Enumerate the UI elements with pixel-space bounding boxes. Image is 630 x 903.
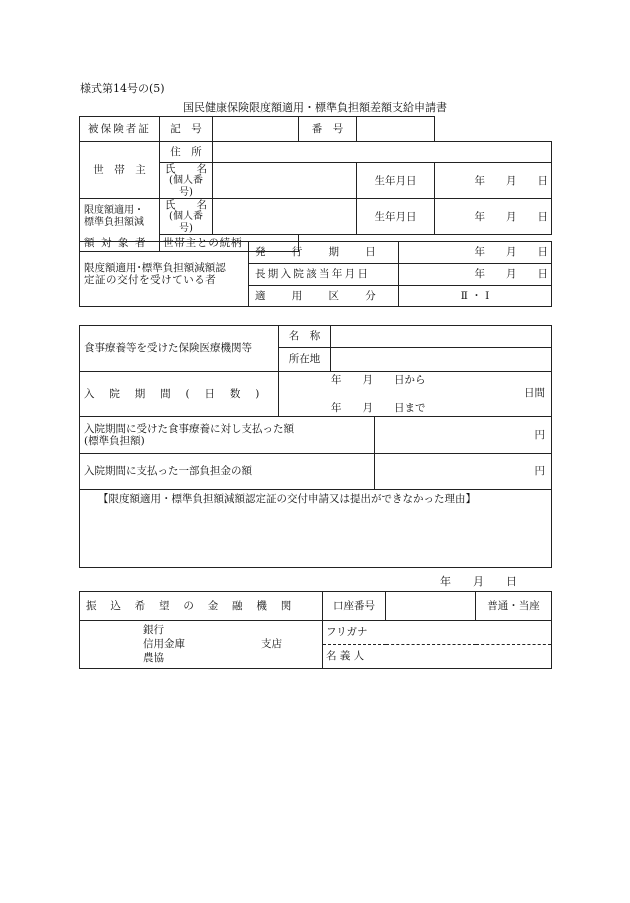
householder-label: 世 帯 主 xyxy=(80,142,160,199)
hospital-location-field[interactable] xyxy=(331,348,552,372)
bank-type-nokyo: 農協 xyxy=(143,652,164,664)
hospital-name-label: 名 称 xyxy=(279,326,331,348)
householder-name-field[interactable] xyxy=(213,163,357,199)
target-name-field[interactable] xyxy=(213,199,357,235)
long-stay-field[interactable]: 年 月 日 xyxy=(399,264,552,286)
target-birth-field[interactable]: 年 月 日 xyxy=(435,199,552,235)
relation-label: 世帯主との続柄 xyxy=(160,235,299,252)
copay-field[interactable]: 円 xyxy=(375,454,552,490)
applicant-table xyxy=(79,116,552,252)
bank-name-field[interactable] xyxy=(80,621,323,669)
hospital-table xyxy=(79,325,552,568)
bango-field[interactable] xyxy=(357,117,435,142)
bango-label: 番 号 xyxy=(299,117,357,142)
kigo-field[interactable] xyxy=(213,117,299,142)
period-days: 日間 xyxy=(524,387,545,399)
reason-field[interactable] xyxy=(80,490,552,568)
issue-date-label: 発 行 期 日 xyxy=(249,242,399,264)
bank-label: 振 込 希 望 の 金 融 機 関 xyxy=(80,592,323,621)
householder-name-label: 氏 名 (個人番号) xyxy=(160,163,213,199)
hospital-name-field[interactable] xyxy=(331,326,552,348)
reason-label: 【限度額適用・標準負担額減額認定証の交付申請又は提出ができなかった理由】 xyxy=(98,493,476,505)
period-to: 年 月 日まで xyxy=(331,402,426,414)
householder-birth-label: 生年月日 xyxy=(357,163,435,199)
category-field[interactable]: Ⅱ ・ Ⅰ xyxy=(399,286,552,307)
target-birth-label: 生年月日 xyxy=(357,199,435,235)
kigo-label: 記 号 xyxy=(160,117,213,142)
period-field[interactable] xyxy=(279,372,552,417)
account-number-field[interactable] xyxy=(386,592,476,621)
bank-type-bank: 銀行 xyxy=(143,624,164,636)
hospital-label: 食事療養等を受けた保険医療機関等 xyxy=(80,326,279,372)
copay-label: 入院期間に支払った一部負担金の額 xyxy=(80,454,375,490)
form-title: 国民健康保険限度額適用・標準負担額差額支給申請書 xyxy=(183,101,447,114)
account-number-label: 口座番号 xyxy=(323,592,386,621)
householder-address-label: 住 所 xyxy=(160,142,213,163)
period-label: 入 院 期 間 ( 日 数 ) xyxy=(80,372,279,417)
bank-table xyxy=(79,591,552,669)
account-holder-field[interactable] xyxy=(323,645,552,669)
insured-card-label: 被保険者証 xyxy=(80,117,160,142)
target-person-label-cont: 額 対 象 者 xyxy=(80,235,160,252)
householder-birth-field[interactable]: 年 月 日 xyxy=(435,163,552,199)
branch-label: 支店 xyxy=(261,638,282,650)
issue-date-field[interactable]: 年 月 日 xyxy=(399,242,552,264)
application-date[interactable]: 年 月 日 xyxy=(440,575,517,588)
target-person-label: 限度額適用・ 標準負担額減 xyxy=(80,199,160,235)
certificate-table xyxy=(79,241,552,307)
householder-address-field[interactable] xyxy=(213,142,552,163)
form-number: 様式第14号の(5) xyxy=(80,82,165,95)
meal-cost-field[interactable]: 円 xyxy=(375,417,552,454)
furigana-field[interactable] xyxy=(323,621,552,645)
meal-cost-label: 入院期間に受けた食事療養に対し支払った額 (標準負担額) xyxy=(80,417,375,454)
hospital-location-label: 所在地 xyxy=(279,348,331,372)
category-label: 適 用 区 分 xyxy=(249,286,399,307)
account-type-field[interactable]: 普通・当座 xyxy=(476,592,552,621)
account-holder-label: 名 義 人 xyxy=(326,650,365,663)
furigana-label: フリガナ xyxy=(326,626,368,639)
bank-type-shinkin: 信用金庫 xyxy=(143,638,185,650)
certificate-holder-label: 限度額適用･標準負担額減額認 定証の交付を受けている者 xyxy=(80,242,249,307)
target-name-label: 氏 名 (個人番号) xyxy=(160,199,213,235)
period-from: 年 月 日から xyxy=(331,374,426,386)
long-stay-label: 長期入院該当年月日 xyxy=(249,264,399,286)
